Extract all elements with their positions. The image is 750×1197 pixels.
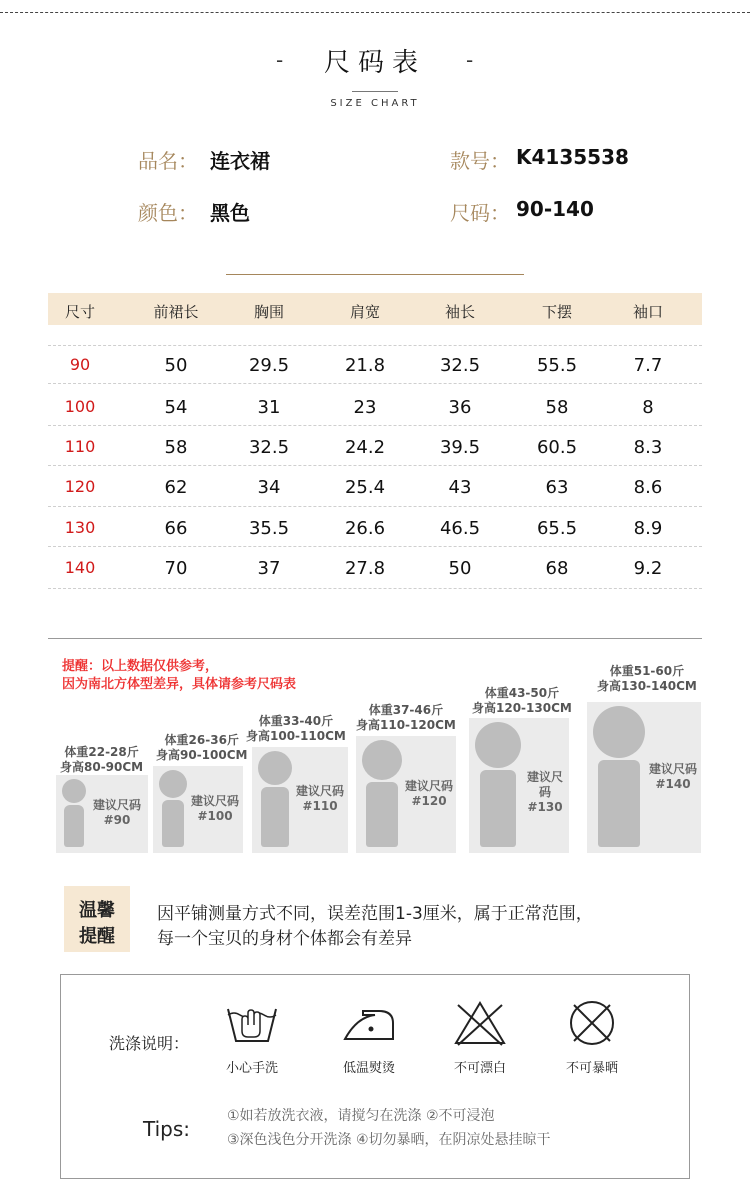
table-cell: 54 [164,397,188,418]
table-cell: 7.7 [633,355,663,376]
suggested-size [189,794,241,824]
kid-measurements [156,733,247,763]
suggested-size-label: 建议尺码 [526,770,563,799]
kid-height: 身高120-130CM [472,701,572,715]
size-cell: 100 [64,397,96,416]
notice-line-2: 因为南北方体型差异，具体请参考尺码表 [62,677,297,692]
table-cell: 68 [545,558,569,579]
title-dash-right: - [466,48,474,72]
size-cell: 110 [64,437,96,456]
kid-height: 身高130-140CM [597,679,697,693]
top-dashed-border [0,12,750,13]
table-header [48,293,702,325]
kid-measurements [472,686,572,716]
table-cell: 43 [448,477,472,498]
title-dash-left: - [276,48,284,72]
size-cell: 140 [64,558,96,577]
kid-measurements [356,703,456,733]
table-cell: 46.5 [439,518,481,539]
table-cell: 50 [164,355,188,376]
no-sun-dry-icon [566,999,618,1047]
table-cell: 21.8 [344,355,386,376]
row-divider [48,546,702,547]
tips-line-2: ③深色浅色分开洗涤 ④切勿暴晒，在阴凉处悬挂晾干 [227,1132,551,1148]
care-title: 洗涤说明： [109,1034,190,1053]
table-header-cell: 肩宽 [349,303,380,321]
table-header-cell: 胸围 [253,303,284,321]
size-cell: 90 [69,355,91,374]
table-cell: 39.5 [439,437,481,458]
kid-size-card [252,747,348,853]
child-silhouette-icon [258,751,292,849]
kid-size-card [356,736,456,853]
subtitle-rule [352,91,398,92]
kid-weight: 体重33-40斤 [258,714,334,728]
table-cell: 23 [353,397,377,418]
suggested-size-label: 建议尺码 [92,798,141,812]
table-cell: 70 [164,558,188,579]
suggested-size-label: 建议尺码 [648,762,697,776]
table-cell: 58 [545,397,569,418]
table-cell: 34 [257,477,281,498]
color-label: 颜色： [138,201,198,225]
table-cell: 37 [257,558,281,579]
size-label: 尺码： [450,201,510,225]
suggested-size-value: #110 [302,799,338,813]
suggested-size-label: 建议尺码 [190,794,239,808]
child-silhouette-icon [159,770,187,849]
style-label: 款号： [450,149,510,173]
table-cell: 50 [448,558,472,579]
table-cell: 8 [642,397,654,418]
tips-label: Tips: [143,1117,191,1141]
hand-wash-icon [224,1001,280,1047]
table-cell: 60.5 [536,437,578,458]
table-cell: 66 [164,518,188,539]
page-title: 尺码表 [323,48,426,78]
table-cell: 36 [448,397,472,418]
kid-weight: 体重22-28斤 [64,745,139,759]
notice-line-1: 提醒：以上数据仅供参考， [62,659,219,674]
table-cell: 27.8 [344,558,386,579]
row-divider [48,588,702,589]
kid-size-card [153,766,243,853]
row-divider [48,383,702,384]
suggested-size [404,779,454,809]
table-cell: 8.6 [633,477,663,498]
child-silhouette-icon [593,706,645,849]
care-caption: 小心手洗 [225,1061,278,1076]
table-cell: 32.5 [439,355,481,376]
care-caption: 不可漂白 [453,1061,506,1076]
row-divider [48,506,702,507]
table-header-cell: 袖口 [632,303,663,321]
suggested-size [647,762,699,792]
table-header-cell: 下摆 [541,303,572,321]
table-header-cell: 前裙长 [153,303,199,321]
table-cell: 8.3 [633,437,663,458]
kid-height: 身高110-120CM [356,718,456,732]
care-caption: 不可暴晒 [565,1061,618,1076]
name-label: 品名： [138,149,198,173]
suggested-size-value: #140 [655,777,691,791]
reminder-text-line-2: 每一个宝贝的身材个体都会有差异 [157,929,412,949]
size-cell: 120 [64,477,96,496]
suggested-size-label: 建议尺码 [295,784,344,798]
table-cell: 32.5 [248,437,290,458]
reminder-tag-line-1: 温馨 [79,900,115,921]
table-header-cell: 袖长 [444,303,475,321]
reminder-text-line-1: 因平铺测量方式不同，误差范围1-3厘米，属于正常范围， [157,904,593,924]
suggested-size-value: #130 [527,800,563,814]
kid-size-card [587,702,701,853]
tips-line-1: ①如若放洗衣液，请搅匀在洗涤 ②不可浸泡 [227,1108,495,1124]
color-value: 黑色 [210,201,250,225]
table-cell: 62 [164,477,188,498]
row-divider [48,425,702,426]
table-cell: 58 [164,437,188,458]
reminder-tag-line-2: 提醒 [79,926,115,947]
table-cell: 25.4 [344,477,386,498]
kid-weight: 体重26-36斤 [164,733,239,747]
child-silhouette-icon [362,740,402,849]
kid-height: 身高80-90CM [60,760,144,774]
table-cell: 29.5 [248,355,290,376]
child-silhouette-icon [62,779,86,849]
style-value: K4135538 [516,145,629,169]
reminder-tag [64,886,130,952]
suggested-size-value: #120 [411,794,447,808]
kid-measurements [597,664,697,694]
suggested-size [523,770,567,815]
suggested-size-value: #90 [103,813,131,827]
low-iron-icon [341,1003,397,1045]
kid-height: 身高90-100CM [156,748,248,762]
no-bleach-icon [454,999,506,1047]
kid-height: 身高100-110CM [246,729,346,743]
row-divider [48,345,702,346]
child-silhouette-icon [475,722,521,849]
table-cell: 24.2 [344,437,386,458]
section-separator [48,638,702,639]
size-cell: 130 [64,518,96,537]
kid-weight: 体重51-60斤 [609,664,685,678]
care-caption: 低温熨烫 [342,1061,395,1076]
row-divider [48,465,702,466]
kid-measurements [60,745,143,775]
table-cell: 35.5 [248,518,290,539]
kid-size-card [56,775,148,853]
kid-measurements [246,714,346,744]
suggested-size-label: 建议尺码 [404,779,453,793]
table-cell: 65.5 [536,518,578,539]
section-divider [226,274,524,275]
table-cell: 26.6 [344,518,386,539]
suggested-size [88,798,146,828]
suggested-size [294,784,346,814]
table-cell: 55.5 [536,355,578,376]
suggested-size-value: #100 [197,809,233,823]
kid-size-card [469,718,569,853]
care-instructions-box [60,974,690,1179]
table-header-cell: 尺寸 [64,303,95,321]
name-value: 连衣裙 [210,149,270,173]
size-value: 90-140 [516,197,594,221]
table-cell: 8.9 [633,518,663,539]
kid-weight: 体重37-46斤 [368,703,444,717]
kid-weight: 体重43-50斤 [484,686,560,700]
table-cell: 9.2 [633,558,663,579]
table-cell: 63 [545,477,569,498]
page-subtitle: SIZE CHART [330,98,420,109]
table-cell: 31 [257,397,281,418]
